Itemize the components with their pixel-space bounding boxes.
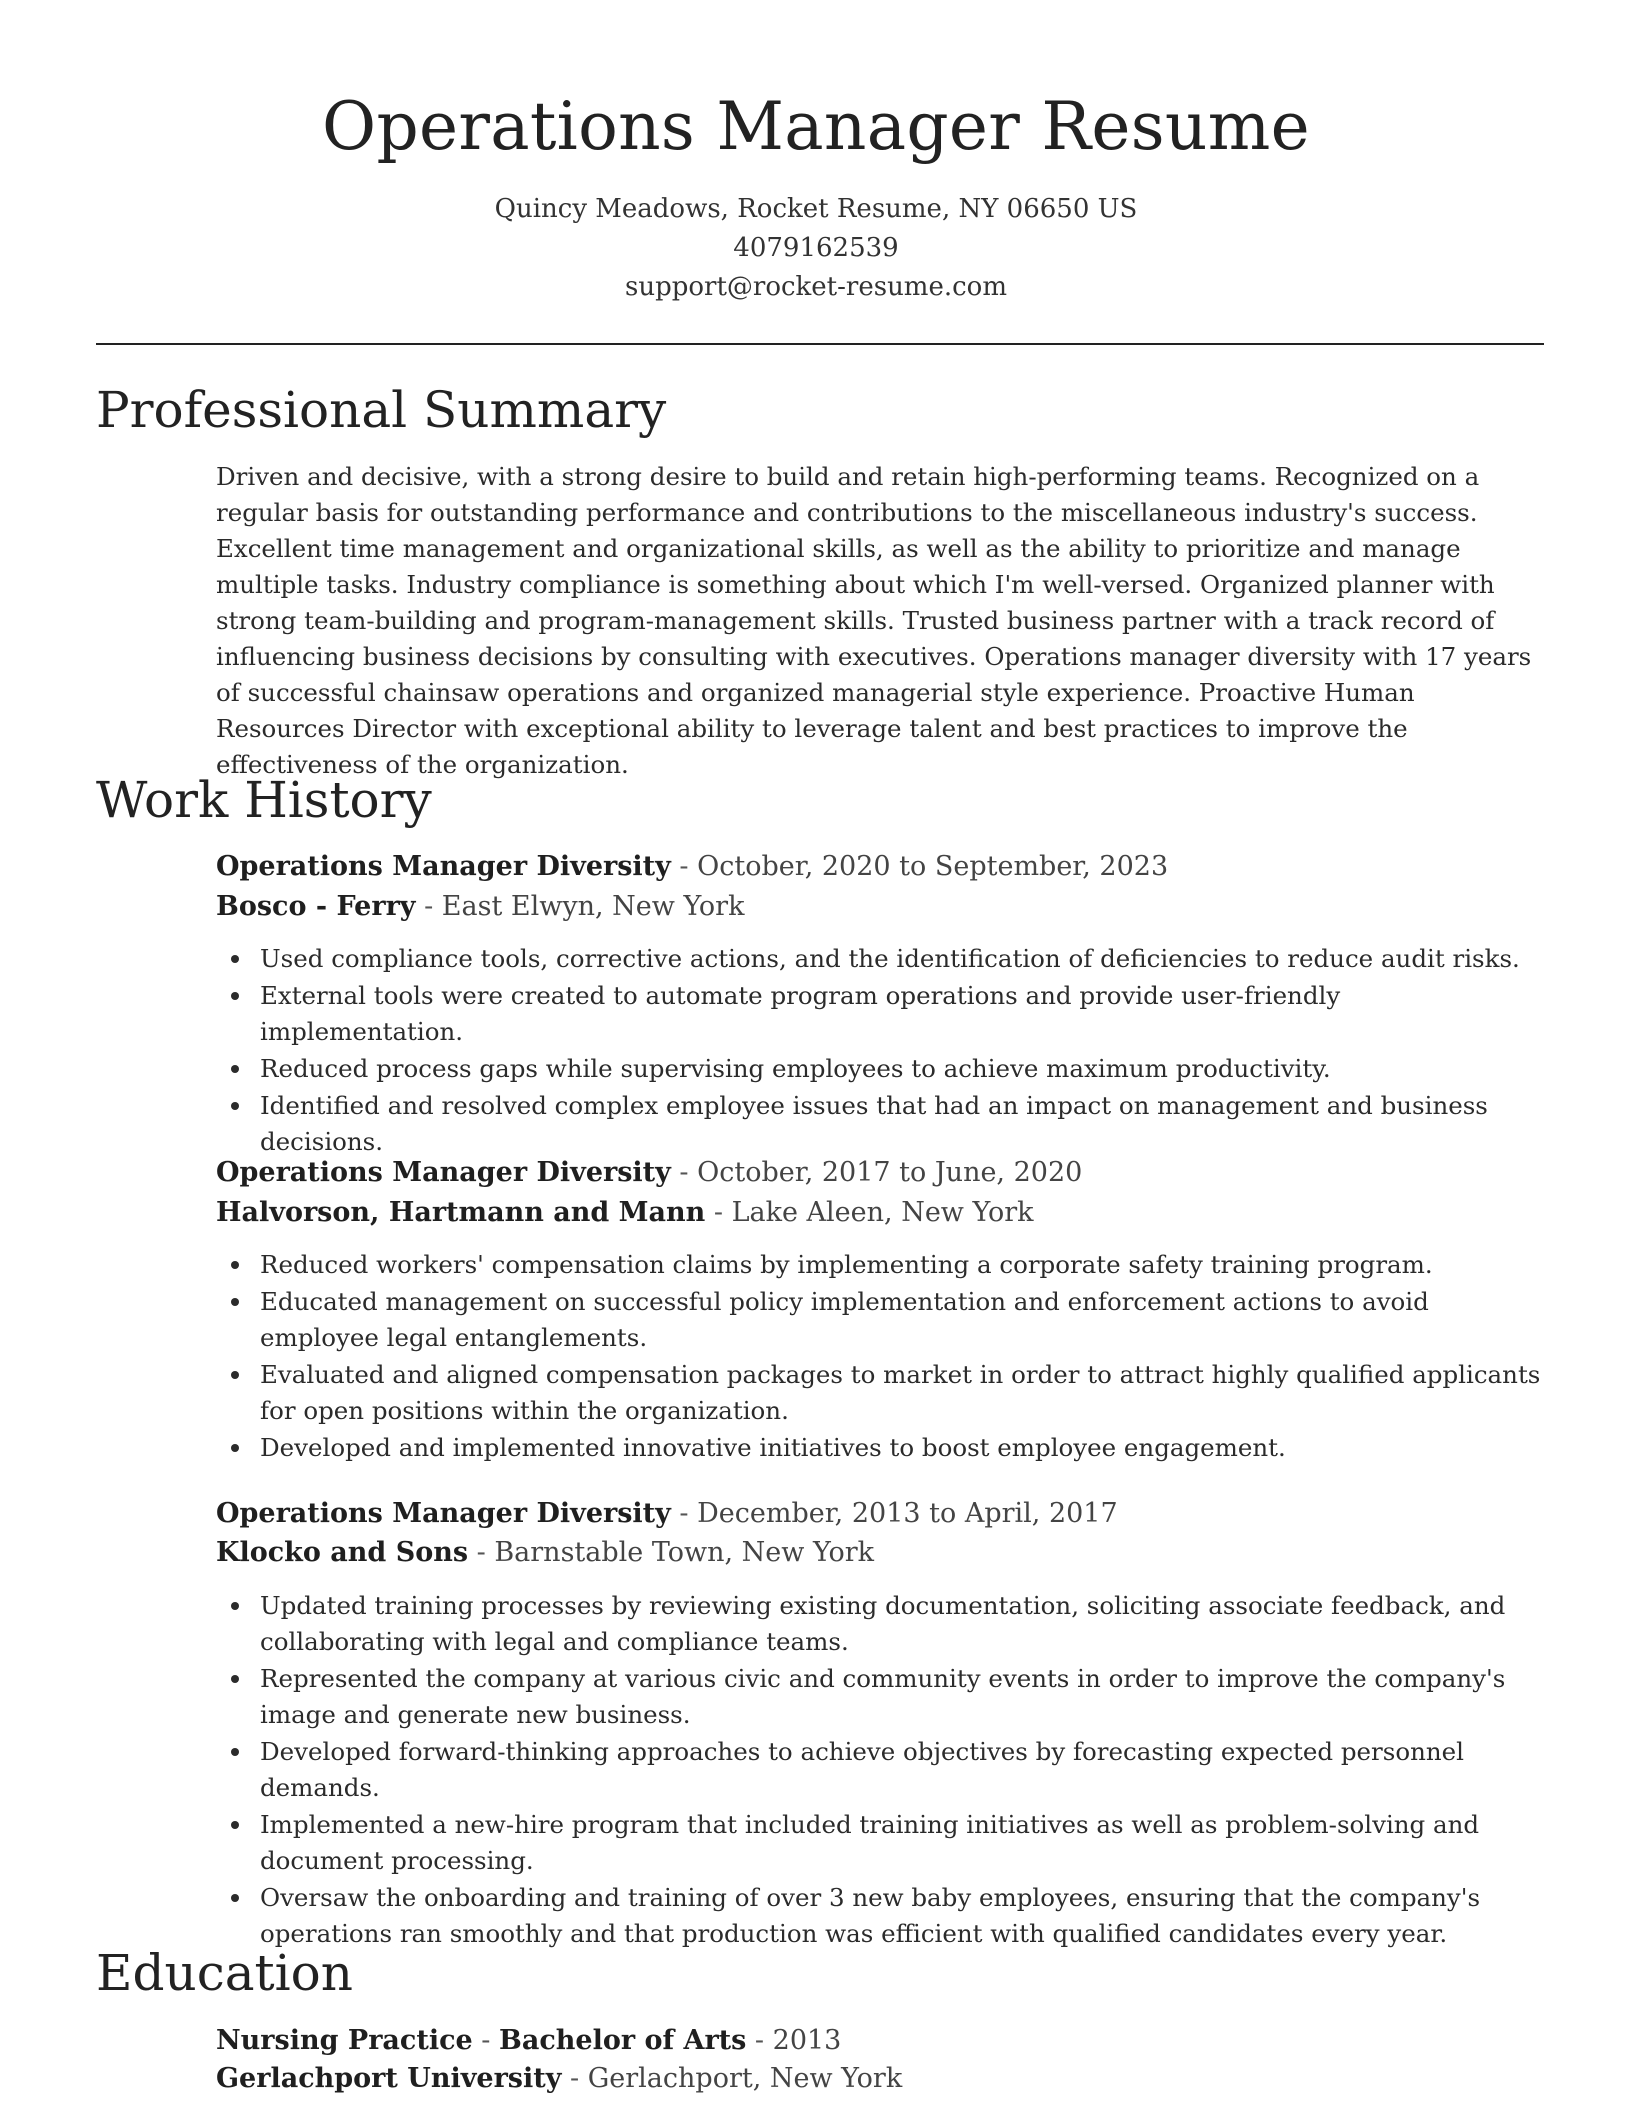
job-dates: December, 2013 to April, 2017 — [697, 1498, 1118, 1529]
separator: - — [670, 1157, 698, 1188]
job-bullets — [216, 941, 1546, 1161]
education-heading: Education — [96, 1944, 353, 2002]
education-location: Gerlachport, New York — [587, 2063, 903, 2094]
list-item: External tools were created to automate program operations and provide user-friendly implementation. — [260, 978, 1546, 1050]
education-school: Gerlachport University — [216, 2063, 562, 2094]
list-item: Developed and implemented innovative initiatives to boost employee engagement. — [260, 1430, 1546, 1466]
list-item: Reduced workers' compensation claims by implementing a corporate safety training program. — [260, 1247, 1546, 1283]
list-item: Identified and resolved complex employee issues that had an impact on management and business decisions. — [260, 1088, 1546, 1160]
job-bullets — [216, 1588, 1546, 1953]
job-company-line — [216, 887, 1536, 927]
separator: - — [670, 851, 698, 882]
job-dates: October, 2020 to September, 2023 — [697, 851, 1169, 882]
education-year: 2013 — [772, 2025, 842, 2056]
separator: - — [561, 2063, 588, 2094]
list-item: Developed forward-thinking approaches to achieve objectives by forecasting expected personnel demands. — [260, 1734, 1546, 1806]
education-degree-line — [216, 2021, 1536, 2061]
contact-address: Quincy Meadows, Rocket Resume, NY 06650 US — [494, 194, 1138, 224]
list-item: Reduced process gaps while supervising employees to achieve maximum productivity. — [260, 1051, 1546, 1087]
education-field: Nursing Practice — [216, 2025, 473, 2056]
header-divider — [96, 343, 1544, 345]
job-title: Operations Manager Diversity — [216, 1157, 671, 1188]
list-item: Used compliance tools, corrective actions, and the identification of deficiencies to reduce audit risks. — [260, 941, 1546, 977]
separator: - — [468, 1537, 495, 1568]
list-item: Evaluated and aligned compensation packages to market in order to attract highly qualified applicants for open positions within the organization. — [260, 1357, 1546, 1429]
job-company-line — [216, 1533, 1536, 1573]
separator: - — [472, 2025, 500, 2056]
job-title: Operations Manager Diversity — [216, 851, 671, 882]
job-dates: October, 2017 to June, 2020 — [697, 1157, 1083, 1188]
job-title: Operations Manager Diversity — [216, 1498, 671, 1529]
job-title-line — [216, 1153, 1536, 1193]
list-item: Educated management on successful policy implementation and enforcement actions to avoid employee legal entanglements. — [260, 1284, 1546, 1356]
contact-block — [0, 190, 1632, 307]
job-location: East Elwyn, New York — [441, 891, 745, 922]
job-company: Bosco - Ferry — [216, 891, 416, 922]
job-bullets — [216, 1247, 1546, 1467]
job-location: Barnstable Town, New York — [494, 1537, 874, 1568]
education-degree: Bachelor of Arts — [499, 2025, 747, 2056]
list-item: Implemented a new-hire program that included training initiatives as well as problem-solving and document processing. — [260, 1807, 1546, 1879]
list-item: Updated training processes by reviewing existing documentation, soliciting associate feedback, and collaborating with legal and compliance teams. — [260, 1588, 1546, 1660]
job-title-line — [216, 847, 1536, 887]
job-company: Klocko and Sons — [216, 1537, 469, 1568]
separator: - — [705, 1197, 732, 1228]
summary-heading: Professional Summary — [96, 381, 667, 439]
contact-phone: 4079162539 — [733, 233, 899, 263]
resume-title: Operations Manager Resume — [322, 88, 1310, 165]
job-title-line — [216, 1494, 1536, 1534]
list-item: Oversaw the onboarding and training of over 3 new baby employees, ensuring that the company's operations ran smoothly and that production was efficient with qualified candidates every year. — [260, 1880, 1546, 1952]
separator: - — [746, 2025, 773, 2056]
education-school-line — [216, 2059, 1536, 2099]
job-company-line — [216, 1193, 1536, 1233]
summary-text: Driven and decisive, with a strong desire to build and retain high-performing teams. Recognized on a regular basis for outstanding performance and contributions to the miscellaneous industry's success. Excellent time management and organizational skills, as well as the ability to prioritize and manage multiple tasks. Industry compliance is something about which I'm well-versed. Organized planner with strong team-building and program-management skills. Trusted business partner with a track record of influencing business decisions by consulting with executives. Operations manager diversity with 17 years of successful chainsaw operations and organized managerial style experience. Proactive Human Resources Director with exceptional ability to leverage talent and best practices to improve the effectiveness of the organization. — [216, 462, 1532, 779]
job-location: Lake Aleen, New York — [731, 1197, 1034, 1228]
job-company: Halvorson, Hartmann and Mann — [216, 1197, 706, 1228]
list-item: Represented the company at various civic and community events in order to improve the company's image and generate new business. — [260, 1661, 1546, 1733]
contact-email: support@rocket-resume.com — [624, 272, 1007, 302]
separator: - — [670, 1498, 698, 1529]
work-history-heading: Work History — [96, 771, 432, 829]
separator: - — [415, 891, 442, 922]
